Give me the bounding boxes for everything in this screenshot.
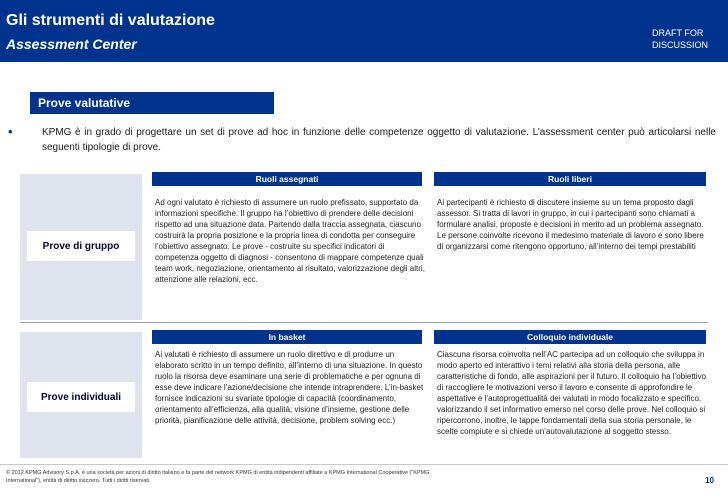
column-header-ruoli-assegnati: Ruoli assegnati bbox=[152, 172, 422, 186]
draft-line-2: DISCUSSION bbox=[651, 40, 708, 50]
individual-tests-label: Prove individuali bbox=[27, 382, 135, 412]
ruoli-assegnati-text: Ad ogni valutato è richiesto di assumere un ruolo prefissato, supportato da informazioni specifiche. Il gruppo ha l’obiettivo di prendere delle decisioni rispetto ad una situazione data. Partendo dalla traccia assegnata, ciascuno costruirà la propria posizione e la propria linea di condotta per conseguire l’obiettivo assegnato. Le prove - costruite su specifici indicatori di competenza oggetto di diagnosi - consentono di mappare competenze quali team work, negoziazione, orientamento al risultato, valorizzazione degli altri, attenzione alle relazioni, ecc. bbox=[155, 198, 425, 284]
page-subtitle: Assessment Center bbox=[6, 36, 137, 52]
bullet-icon: • bbox=[8, 124, 13, 139]
column-header-colloquio-individuale: Colloquio individuale bbox=[434, 330, 706, 344]
row-divider bbox=[20, 322, 708, 323]
header-bar bbox=[0, 0, 728, 62]
footer-legal: © 2012 KPMG Advisory S.p.A. è una società per azioni di diritto italiano e fa parte del network KPMG di entità indipendenti affiliate a KPMG International Cooperative (“KPMG International”), entità di diritto svizzero. Tutti i diritti riservati. bbox=[6, 470, 430, 484]
section-title: Prove valutative bbox=[30, 92, 274, 114]
ruoli-liberi-text: Ai partecipanti è richiesto di discutere insieme su un tema proposto dagli assessor. Si tratta di lavori in gruppo, in cui i partecipanti sono chiamati a formulare analisi, proposte e decisioni in merito ad un problema assegnato. Le persone coinvolte ricevono il medesimo materiale di lavoro e sono libere di organizzarsi come ritengono opportuno, all’interno dei tempi prestabiliti bbox=[437, 198, 704, 251]
intro-text: KPMG è in grado di progettare un set di prove ad hoc in funzione delle competenze oggetto di valutazione. L’assessment center può articolarsi nelle seguenti tipologie di prove. bbox=[42, 127, 716, 153]
in-basket-text: Ai valutati è richiesto di assumere un ruolo direttivo e di produrre un elaborato scritto in un tempo definito, all’interno di una situazione. In questo ruolo la risorsa deve esaminare una serie di problematiche e per ognuna di esse deve indicare l’azione/decisione che intende intraprendere. L’in-basket fornisce indicazioni su svariate tipologie di capacità (coordinamento, orientamento all’efficienza, alla qualità, visione d’insieme, gestione delle priorità, pianificazione delle attività, decisione, problem solving ecc.) bbox=[155, 350, 424, 425]
page-title: Gli strumenti di valutazione bbox=[6, 12, 215, 29]
draft-label bbox=[652, 27, 708, 51]
column-header-in-basket: In basket bbox=[152, 330, 422, 344]
colloquio-individuale-text: Ciascuna risorsa coinvolta nell’AC partecipa ad un colloquio che sviluppa in modo aperto ed interattivo i temi relativi alla storia della persona, alle caratteristiche di fondo, alle aspirazioni per il futuro. Il colloquio ha l’obiettivo di raccogliere le motivazioni verso il lavoro e consente di approfondire le aspettative e l’autoprogettualità dei valutati in modo focalizzato e specifico, valorizzando il set informativo emerso nel corso delle prove. Nel colloquio si ripercorrono, inoltre, le tappe fondamentali della sua storia personale, le scelte compiute e si chiede un’autovalutazione al soggetto stesso. bbox=[437, 350, 707, 436]
intro-paragraph bbox=[8, 125, 716, 155]
group-tests-label: Prove di gruppo bbox=[27, 231, 135, 261]
page-number: 10 bbox=[705, 476, 714, 485]
footer-divider bbox=[0, 464, 728, 465]
draft-line-1: DRAFT FOR bbox=[651, 28, 704, 38]
column-header-ruoli-liberi: Ruoli liberi bbox=[434, 172, 706, 186]
